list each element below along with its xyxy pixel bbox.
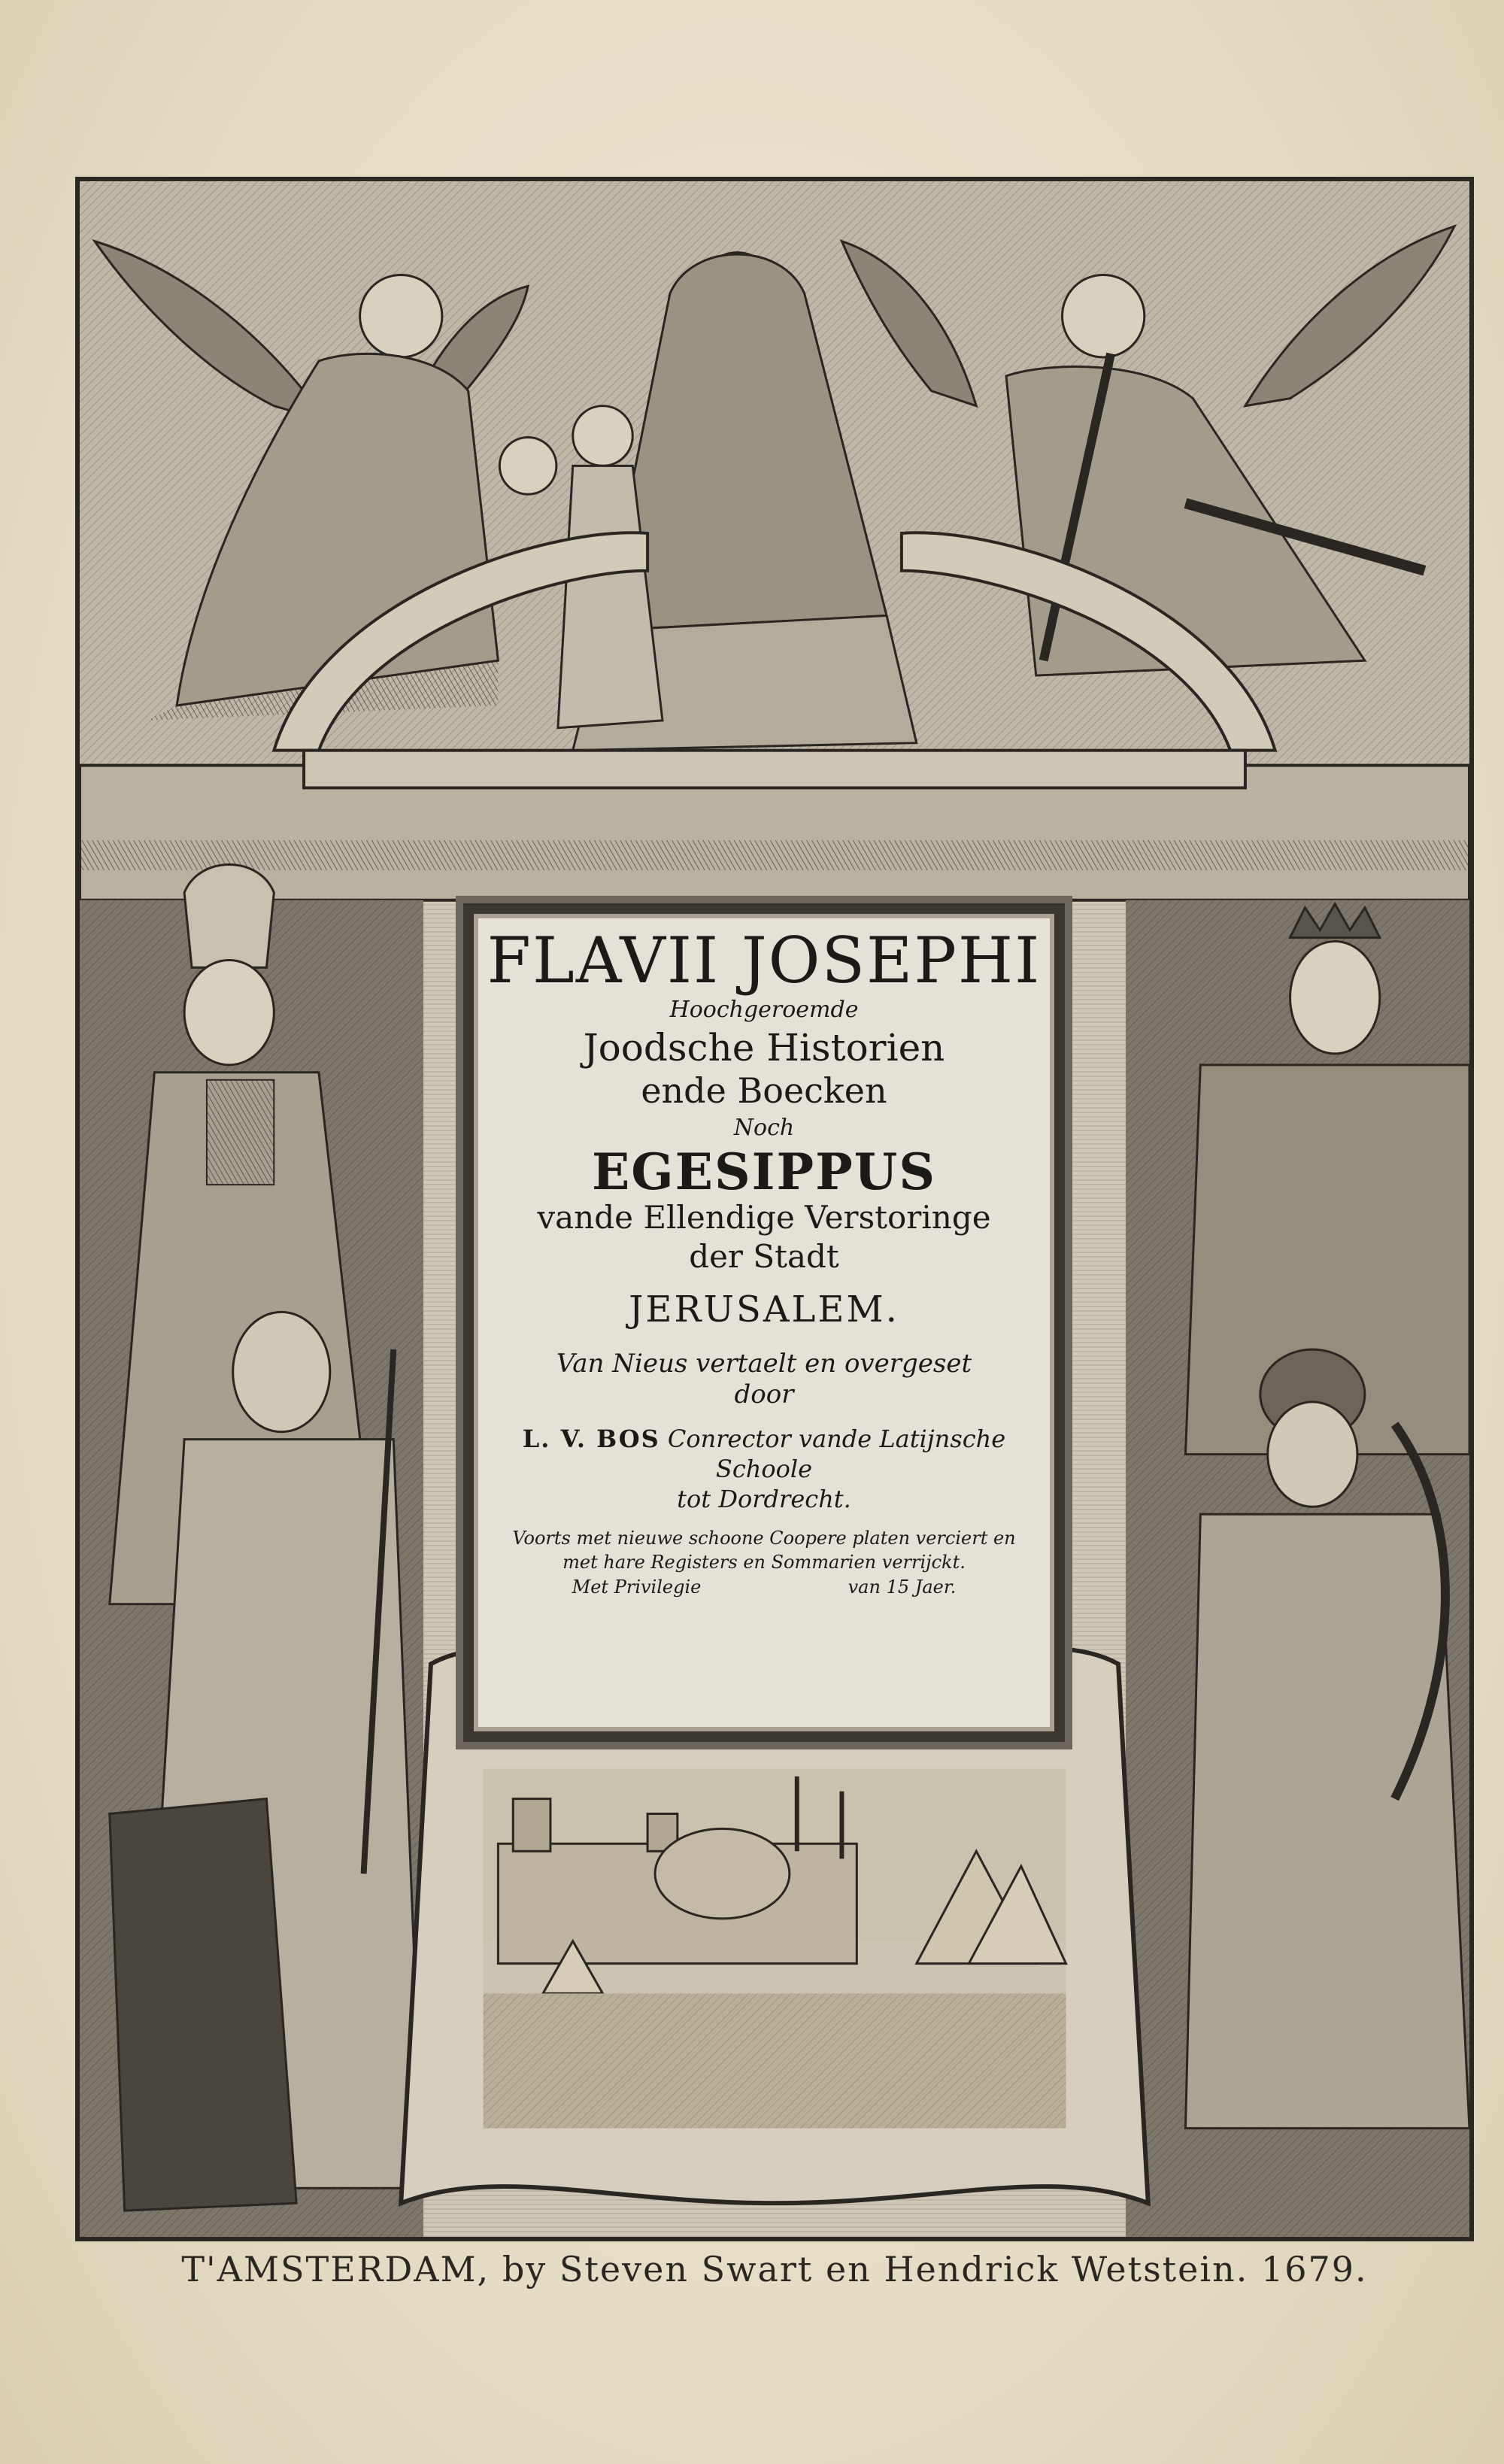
- line-vertaelt: Van Nieus vertaelt en overgeset: [556, 1349, 972, 1379]
- note-line-2: met hare Registers en Sommarien verrijckt.: [562, 1552, 966, 1573]
- main-title: FLAVII JOSEPHI: [487, 924, 1042, 997]
- title-panel: [463, 903, 1065, 1742]
- line-verstoringe: vande Ellendige Verstoringe: [537, 1198, 991, 1236]
- name-jerusalem: JERUSALEM.: [629, 1288, 899, 1331]
- privilege-end: van 15 Jaer.: [848, 1576, 957, 1598]
- line-joodsche-historien: Joodsche Historien: [583, 1026, 945, 1070]
- translator-place: tot Dordrecht.: [677, 1484, 851, 1513]
- note-line-1: Voorts met nieuwe schoone Coopere platen verciert en: [512, 1527, 1016, 1549]
- translator-name: L. V. BOS: [522, 1424, 660, 1453]
- imprint-line: T'AMSTERDAM, by Steven Swart en Hendrick Wetstein. 1679.: [181, 2249, 1368, 2290]
- translator-line: [474, 1424, 1054, 1484]
- engraved-plate: [75, 177, 1474, 2241]
- subtitle-hoochgeroemde: Hoochgeroemde: [669, 997, 859, 1023]
- line-noch: Noch: [733, 1114, 795, 1141]
- translator-role: Conrector vande Latijnsche Schoole: [667, 1424, 1006, 1483]
- line-door: door: [734, 1379, 794, 1410]
- name-egesippus: EGESIPPUS: [592, 1142, 936, 1201]
- line-ende-boecken: ende Boecken: [641, 1070, 887, 1111]
- line-der-stadt: der Stadt: [689, 1237, 839, 1275]
- privilege-line: [474, 1575, 1054, 1599]
- privilege-start: Met Privilegie: [572, 1576, 702, 1598]
